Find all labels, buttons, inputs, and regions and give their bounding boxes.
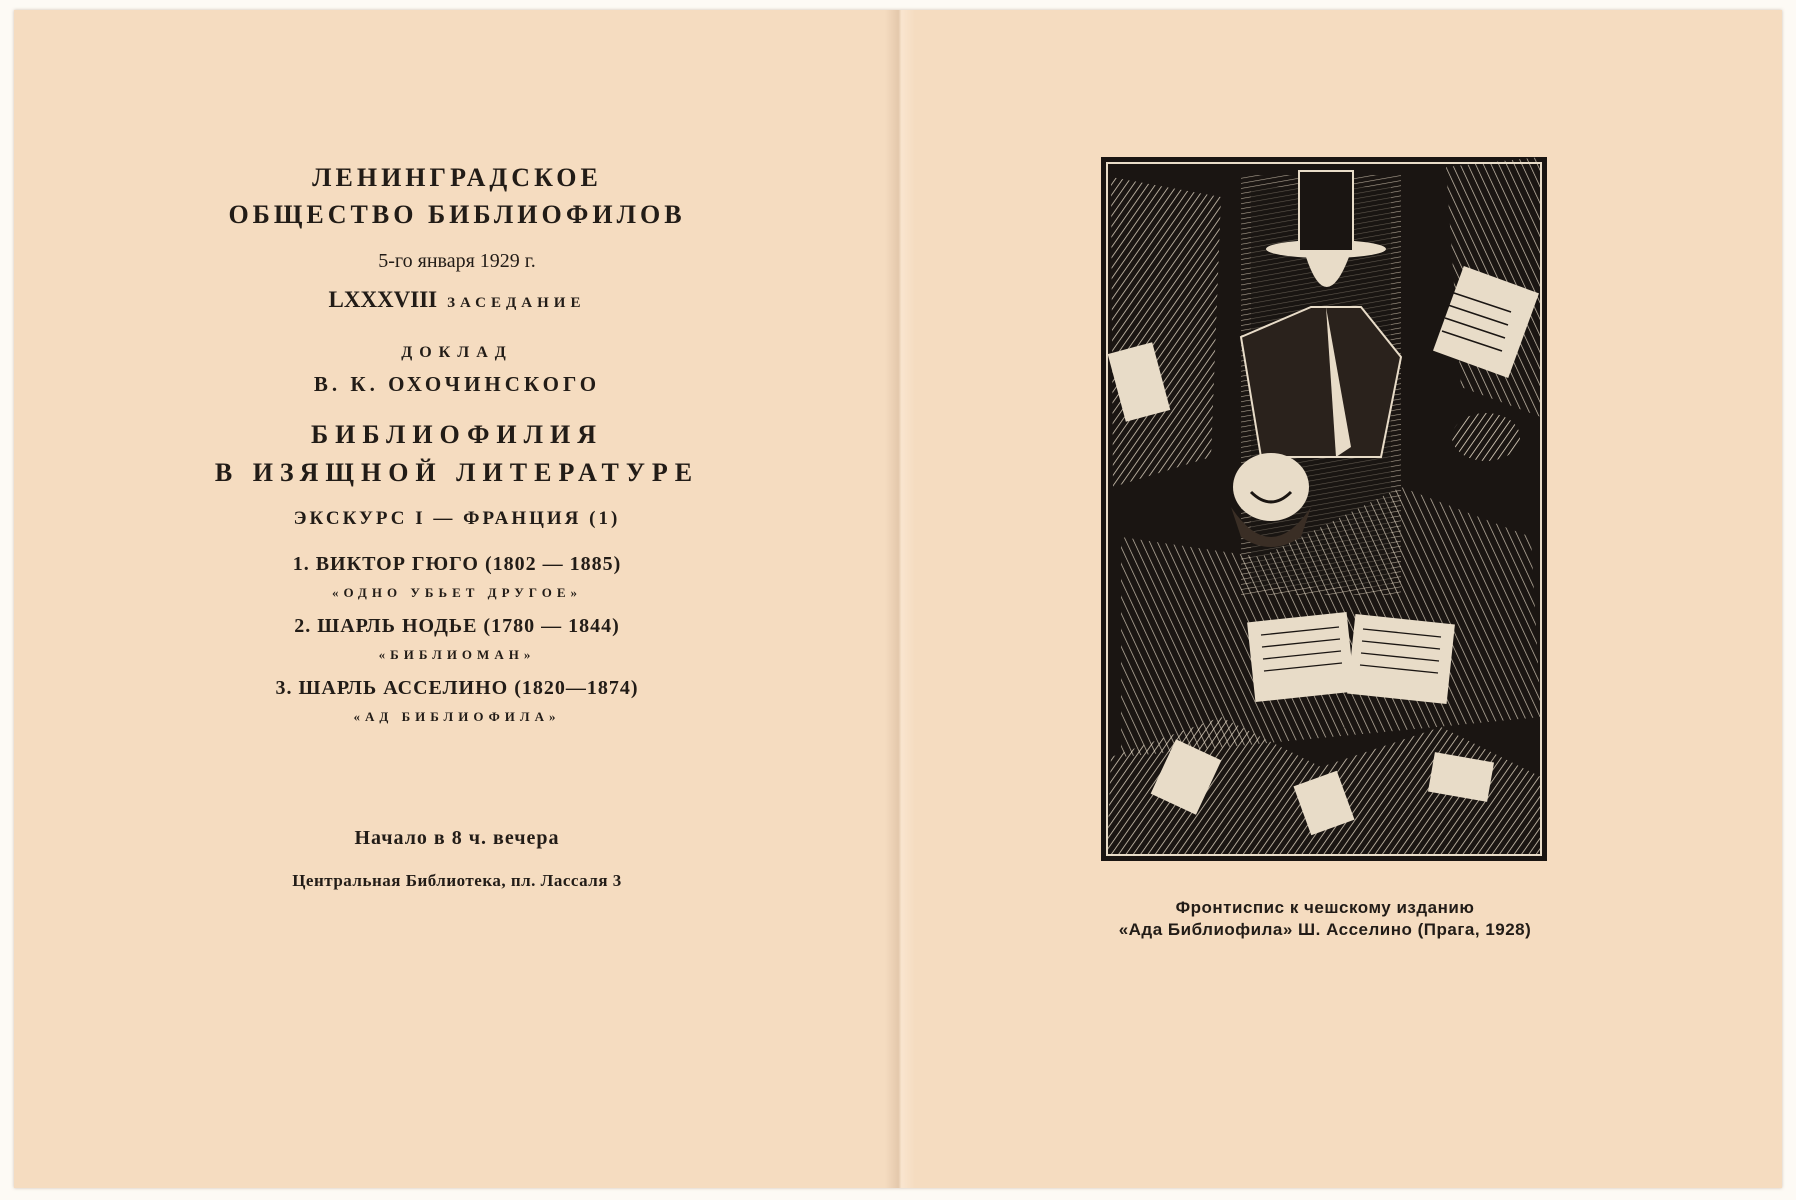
program-item-subtitle: «ОДНО УБЬЕТ ДРУГОЕ»	[331, 585, 583, 600]
illustration-caption-line1: Фронтиспис к чешскому изданию	[1175, 898, 1475, 917]
session-word: ЗАСЕДАНИЕ	[447, 295, 586, 311]
speaker-name: В. К. ОХОЧИНСКОГО	[313, 372, 601, 396]
program-item-subtitle: «БИБЛИОМАН»	[378, 647, 536, 662]
session-heading	[14, 287, 900, 313]
org-name-line2: ОБЩЕСТВО БИБЛИОФИЛОВ	[228, 200, 686, 229]
left-page	[14, 10, 900, 1188]
illustration-caption-line2: «Ада Библиофила» Ш. Асселино (Прага, 1928)	[1118, 920, 1532, 939]
woodcut-illustration	[1101, 157, 1547, 861]
report-label: ДОКЛАД	[401, 344, 513, 361]
program-item-subtitle: «АД БИБЛИОФИЛА»	[353, 709, 561, 724]
session-number: LXXXVIII	[328, 287, 438, 312]
woodcut-image	[1101, 157, 1547, 861]
program-item: 2. ШАРЛЬ НОДЬЕ (1780 — 1844)	[294, 615, 620, 637]
start-time: Начало в 8 ч. вечера	[354, 827, 560, 849]
theme-line2: В ИЗЯЩНОЙ ЛИТЕРАТУРЕ	[214, 458, 700, 487]
program-item: 1. ВИКТОР ГЮГО (1802 — 1885)	[292, 553, 622, 575]
venue-address: Центральная Библиотека, пл. Лассаля 3	[292, 871, 622, 890]
program-item: 3. ШАРЛЬ АССЕЛИНО (1820—1874)	[275, 677, 639, 699]
theme-line1: БИБЛИОФИЛИЯ	[310, 420, 604, 449]
excursus-heading: ЭКСКУРС I — ФРАНЦИЯ (1)	[293, 508, 621, 529]
meeting-date: 5-го января 1929 г.	[378, 250, 536, 272]
org-name-line1: ЛЕНИНГРАДСКОЕ	[312, 163, 602, 192]
